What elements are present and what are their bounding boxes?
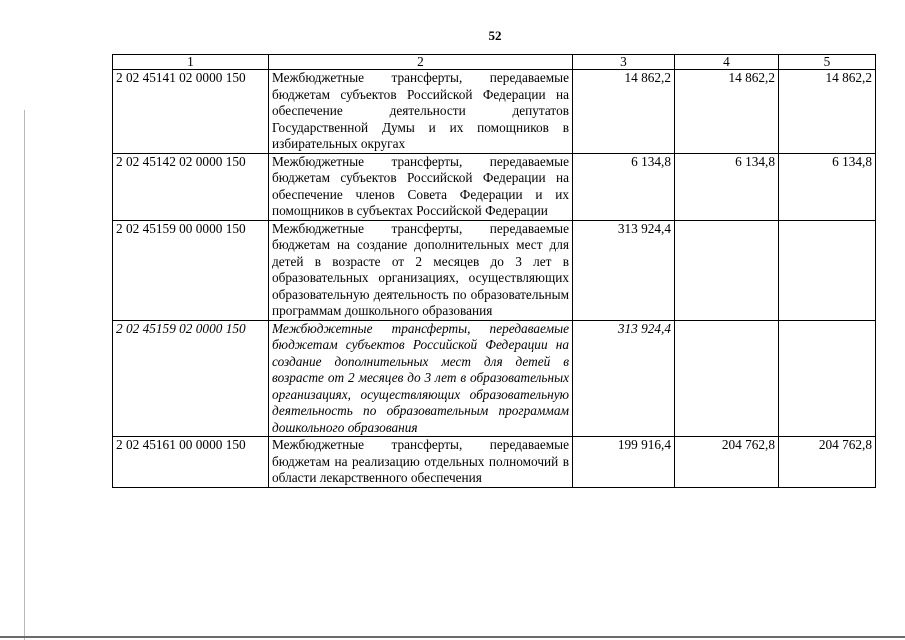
- description-cell: Межбюджетные трансферты, передаваемые бюджетам субъектов Российской Федерации на обеспечение деятельности депутатов Государственной Думы и их помощников в избирательных округах: [269, 70, 573, 154]
- amount-col3-cell: 313 924,4: [573, 220, 675, 320]
- amount-col5-cell: 204 762,8: [779, 437, 876, 488]
- amount-col5-cell: 14 862,2: [779, 70, 876, 154]
- amount-col4-cell: [675, 220, 779, 320]
- column-header-1: 1: [113, 55, 269, 70]
- table-row-italic: [113, 320, 876, 437]
- description-cell: Межбюджетные трансферты, передаваемые бюджетам на реализацию отдельных полномочий в области лекарственного обеспечения: [269, 437, 573, 488]
- description-cell: Межбюджетные трансферты, передаваемые бюджетам субъектов Российской Федерации на создание дополнительных мест для детей в возрасте от 2 месяцев до 3 лет в образовательных организациях, осуществляющих образовательную деятельность по образовательным программам дошкольного образования: [269, 320, 573, 437]
- budget-table: [112, 54, 876, 488]
- column-header-3: 3: [573, 55, 675, 70]
- amount-col4-cell: [675, 320, 779, 437]
- amount-col5-cell: 6 134,8: [779, 153, 876, 220]
- budget-code-cell: 2 02 45142 02 0000 150: [113, 153, 269, 220]
- budget-code-cell: 2 02 45159 02 0000 150: [113, 320, 269, 437]
- column-header-5: 5: [779, 55, 876, 70]
- amount-col3-cell: 6 134,8: [573, 153, 675, 220]
- table-row: [113, 153, 876, 220]
- amount-col4-cell: 14 862,2: [675, 70, 779, 154]
- amount-col5-cell: [779, 320, 876, 437]
- amount-col3-cell: 313 924,4: [573, 320, 675, 437]
- amount-col4-cell: 6 134,8: [675, 153, 779, 220]
- budget-code-cell: 2 02 45159 00 0000 150: [113, 220, 269, 320]
- table-header-row: [113, 55, 876, 70]
- page-number: 52: [488, 28, 502, 43]
- budget-code-cell: 2 02 45161 00 0000 150: [113, 437, 269, 488]
- table-row: [113, 70, 876, 154]
- amount-col3-cell: 14 862,2: [573, 70, 675, 154]
- amount-col4-cell: 204 762,8: [675, 437, 779, 488]
- description-cell: Межбюджетные трансферты, передаваемые бюджетам субъектов Российской Федерации на обеспечение членов Совета Федерации и их помощников в субъектах Российской Федерации: [269, 153, 573, 220]
- amount-col3-cell: 199 916,4: [573, 437, 675, 488]
- scan-edge-bottom: [0, 636, 905, 638]
- table-row: [113, 437, 876, 488]
- amount-col5-cell: [779, 220, 876, 320]
- description-cell: Межбюджетные трансферты, передаваемые бюджетам на создание дополнительных мест для детей в возрасте от 2 месяцев до 3 лет в образовательных организациях, осуществляющих образовательную деятельность по образовательным программам дошкольного образования: [269, 220, 573, 320]
- column-header-4: 4: [675, 55, 779, 70]
- table-row: [113, 220, 876, 320]
- scan-edge-left: [24, 110, 25, 640]
- column-header-2: 2: [269, 55, 573, 70]
- budget-code-cell: 2 02 45141 02 0000 150: [113, 70, 269, 154]
